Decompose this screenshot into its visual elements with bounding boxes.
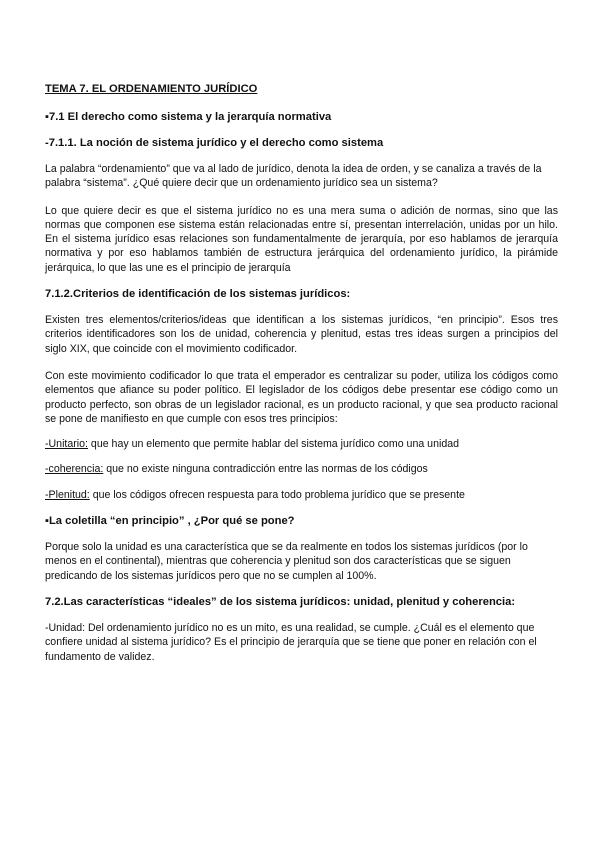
plenitud-text: que los códigos ofrecen respuesta para todo problema jurídico que se presente [89,488,465,501]
heading-coletilla: ▪La coletilla “en principio” , ¿Por qué se pone? [45,515,295,528]
item-coherencia [45,462,558,476]
plenitud-label: -Plenitud: [45,488,90,501]
heading-7-1-1: -7.1.1. La noción de sistema jurídico y el derecho como sistema [45,137,384,149]
unitario-label: -Unitario: [45,438,88,451]
item-plenitud [45,488,558,502]
coherencia-text: que no existe ninguna contradicción entre las normas de los códigos [103,463,428,476]
paragraph-movimiento-codificador: Con este movimiento codificador lo que trata el emperador es centralizar su poder, utiliza los códigos como elementos que afiance su poder político. El legislador de los códigos debe presentar ese código como un producto perfecto, son obras de un legislador racional, es un producto racional, y que sea producto racional se pone de manifiesto en que cumple con esos tres principios: [45,369,558,425]
coherencia-label: -coherencia: [45,463,104,476]
unitario-text: que hay un elemento que permite hablar del sistema jurídico como una unidad [87,438,459,451]
heading-7-1: ▪7.1 El derecho como sistema y la jerarquía normativa [45,111,332,123]
paragraph-porque-solo-unidad: Porque solo la unidad es una característica que se da realmente en todos los sistemas jurídicos (por lo menos en el continental), mientras que coherencia y plenitud son dos características que se siguen predicando de los sistemas jurídicos pero que no se cumplen al 100%. [45,541,528,582]
paragraph-sistema-juridico: Lo que quiere decir es que el sistema jurídico no es una mera suma o adición de normas, sino que las normas que componen ese sistema están relacionadas entre sí, presentan interrelación, unidas por un hilo. En el sistema jurídico esas relaciones son fundamentalmente de jerarquía, por eso hablamos de jerarquía normativa y por eso hablamos también de estructura jerárquica del ordenamiento jurídico, la pirámide jerárquica, lo que las une es el principio de jerarquía [45,204,558,274]
document-page [45,82,558,664]
paragraph-ordenamiento: La palabra “ordenamiento” que va al lado de jurídico, denota la idea de orden, y se canaliza a través de la palabra “sistema”. ¿Qué quiere decir que un ordenamiento jurídico sea un sistema? [45,163,542,190]
item-unitario [45,437,558,451]
paragraph-criterios: Existen tres elementos/criterios/ideas que identifican a los sistemas jurídicos, “en principio”. Esos tres criterios identificadores son los de unidad, coherencia y plenitud, estas tres ideas surgen a principios del siglo XIX, que coincide con el movimiento codificador. [45,314,558,355]
heading-7-2: 7.2.Las características “ideales” de los sistema jurídicos: unidad, plenitud y coherencia: [45,595,516,608]
paragraph-unidad: -Unidad: Del ordenamiento jurídico no es un mito, es una realidad, se cumple. ¿Cuál es el elemento que confiere unidad al sistema jurídico? Es el principio de jerarquía que se tiene que poner en relación con el fundamento de validez. [45,621,537,663]
heading-7-1-2: 7.1.2.Criterios de identificación de los sistemas jurídicos: [45,288,351,301]
document-title: TEMA 7. EL ORDENAMIENTO JURÍDICO [45,83,258,95]
